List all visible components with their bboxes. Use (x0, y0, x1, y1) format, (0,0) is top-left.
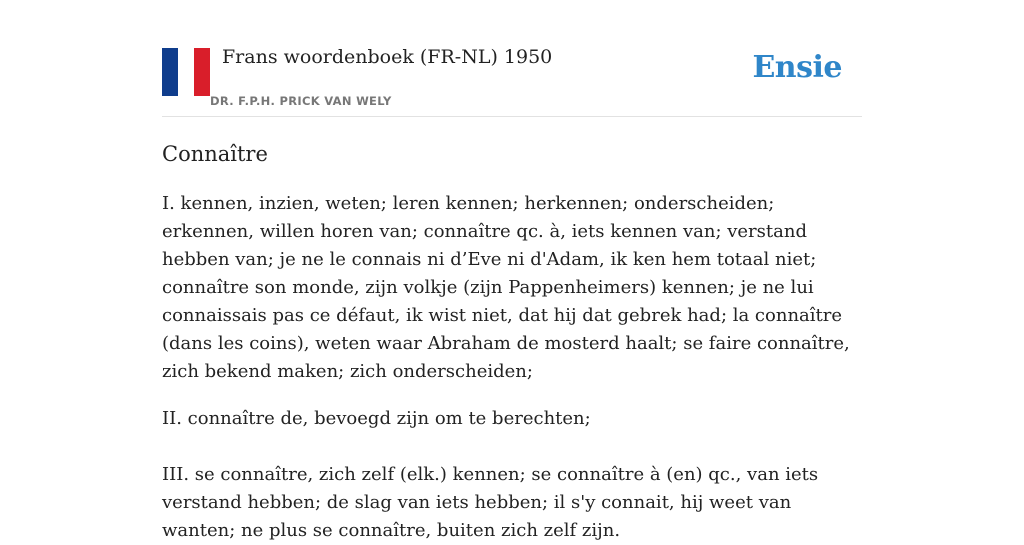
entry-sense: III. se connaître, zich zelf (elk.) kennen; se connaître à (en) qc., van iets verstand hebben; de slag van iets hebben; il s'y connait, hij weet van wanten; ne plus se connaître, buiten zich zelf zijn. (162, 464, 819, 541)
entry-sense: II. connaître de, bevoegd zijn om te berechten; (162, 408, 591, 429)
france-flag-icon (162, 48, 210, 96)
dictionary-title[interactable]: Frans woordenboek (FR-NL) 1950 (222, 46, 553, 68)
entry-sense: I. kennen, inzien, weten; leren kennen; herkennen; onderscheiden; erkennen, willen horen van; connaître qc. à, iets kennen van; verstand hebben van; je ne le connais ni d’Eve ni d'Adam, ik ken hem totaal niet; connaître son monde, zijn volkje (zijn Pappenheimers) kennen; je ne lui connaissais pas ce défaut, ik wist niet, dat hij dat gebrek had; la connaître (dans les coins), weten waar Abraham de mosterd haalt; se faire connaître, zich bekend maken; zich onderscheiden; (162, 193, 850, 382)
ensie-logo[interactable]: Ensie (752, 50, 842, 85)
entry-content (162, 138, 862, 545)
dictionary-author: DR. F.P.H. PRICK VAN WELY (210, 94, 392, 108)
flag-stripe-white (178, 48, 194, 96)
flag-stripe-red (194, 48, 210, 96)
flag-stripe-blue (162, 48, 178, 96)
entry-header (162, 40, 862, 117)
entry-headword: Connaître (162, 142, 268, 166)
